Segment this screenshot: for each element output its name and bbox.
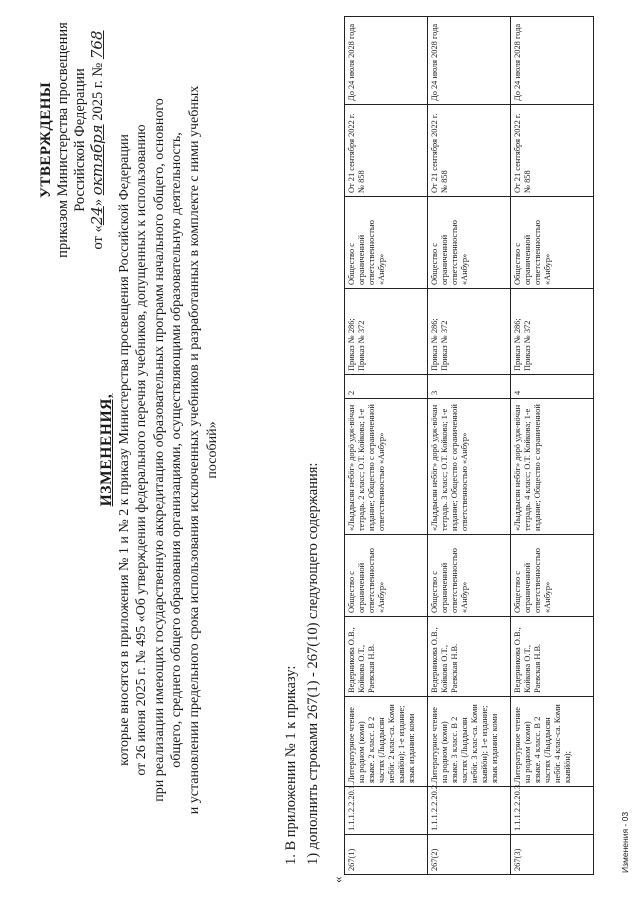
- row-publisher: Общество с ограниченной ответственностью «Анбур»: [428, 535, 511, 617]
- row-supplement: «Лыддысян небöг» дорö удж-вöчан тетрадь. 2 класс; О.Т. Койкова; 1-е издание; Общество с ограниченной ответственностью «Анбур»: [345, 399, 428, 535]
- table-row: [511, 17, 594, 875]
- row-number: 267(3): [511, 835, 594, 875]
- changes-table: [344, 16, 594, 875]
- page-footer: Изменения - 03: [620, 811, 630, 873]
- row-expertise: От 21 сентября 2022 г. № 858: [511, 105, 594, 197]
- document-title: [98, 35, 221, 865]
- row-expertise: От 21 сентября 2022 г. № 858: [428, 105, 511, 197]
- table-row: [428, 17, 511, 875]
- row-publisher: Общество с ограниченной ответственностью «Анбур»: [345, 535, 428, 617]
- approval-heading: УТВЕРЖДЕНЫ: [38, 81, 54, 199]
- row-orders: Приказ № 286; Приказ № 372: [511, 289, 594, 375]
- row-orders: Приказ № 286; Приказ № 372: [345, 289, 428, 375]
- row-owner: Общество с ограниченной ответственностью «Анбур»: [345, 197, 428, 289]
- row-authors: Ведерникова О.В., Койкова О.Т., Раевская Н.В.: [345, 617, 428, 697]
- approval-block: [38, 15, 107, 265]
- row-code: 1.1.1.2.2.20.3.: [511, 787, 594, 835]
- row-authors: Ведерникова О.В., Койкова О.Т., Раевская Н.В.: [428, 617, 511, 697]
- table-row: [345, 17, 428, 875]
- row-code: 1.1.1.2.2.20.1.: [345, 787, 428, 835]
- row-number: 267(2): [428, 835, 511, 875]
- point-1: 1. В приложении № 1 к приказу:: [283, 665, 299, 865]
- point-2: 1) дополнить строками 267(1) - 267(10) следующего содержания:: [305, 462, 321, 865]
- row-publisher: Общество с ограниченной ответственностью «Анбур»: [511, 535, 594, 617]
- title-heading: ИЗМЕНЕНИЯ,: [98, 393, 115, 507]
- row-title: Литературное чтение на родном (коми) языке. 3 класс. В 2 частях (Лыддысян небöг. 3 клас-са. Коми кывйöн); 1-е издание; язык издания: коми: [428, 697, 511, 787]
- row-supplement: «Лыддысян небöг» дорö удж-вöчан тетрадь. 3 класс; О.Т. Койкова; 1-е издание; Общество с ограниченной ответственностью «Анбур»: [428, 399, 511, 535]
- row-orders: Приказ № 286; Приказ № 372: [428, 289, 511, 375]
- row-grade: 4: [511, 375, 594, 399]
- opening-quote: «: [330, 876, 345, 883]
- row-grade: 2: [345, 375, 428, 399]
- handwritten-number: 768: [88, 30, 106, 60]
- title-line-3: при реализации имеющих государственную аккредитацию образовательных программ начального общего, основного: [151, 98, 167, 802]
- row-number: 267(1): [345, 835, 428, 875]
- row-valid-until: До 24 июля 2028 года: [345, 17, 428, 105]
- row-title: Литературное чтение на родном (коми) языке. 4 класс. В 2 частях (Лыддысян небöг. 4 клас-са. Коми кывйöн);: [511, 697, 594, 787]
- row-owner: Общество с ограниченной ответственностью «Анбур»: [511, 197, 594, 289]
- row-title: Литературное чтение на родном (коми) языке. 2 класс. В 2 частях (Лыддысян небöг. 2 клас-са. Коми кывйöн); 1-е издание; язык издания: коми: [345, 697, 428, 787]
- handwritten-month: октября: [88, 124, 106, 196]
- approval-line-2: Российской Федерации: [72, 68, 88, 212]
- title-line-4: общего, среднего общего образования организациями, осуществляющими образовательную деятельность,: [169, 132, 185, 768]
- title-line-6: пособий»: [204, 421, 220, 479]
- approval-line-1: приказом Министерства просвещения: [55, 22, 71, 258]
- row-valid-until: До 24 июля 2028 года: [511, 17, 594, 105]
- title-line-1: которые вносятся в приложения № 1 и № 2 к приказу Министерства просвещения Российской Федерации: [116, 134, 132, 766]
- row-code: 1.1.1.2.2.20.2.: [428, 787, 511, 835]
- handwritten-day: 24: [88, 206, 106, 226]
- row-supplement: «Лыддысян небöг» дорö удж-вöчан тетрадь. 4 класс; О.Т. Койкова; 1-е издание; Общество с ограниченной: [511, 399, 594, 535]
- row-grade: 3: [428, 375, 511, 399]
- row-expertise: От 21 сентября 2022 г. № 858: [345, 105, 428, 197]
- approval-date: от «24» октября 2025 г. № 768: [88, 30, 106, 250]
- row-authors: Ведерникова О.В., Койкова О.Т., Раевская Н.В.: [511, 617, 594, 697]
- row-owner: Общество с ограниченной ответственностью «Анбур»: [428, 197, 511, 289]
- title-line-5: и установлении предельного срока использования исключенных учебников и разработанных в комплекте с ними учебных: [186, 85, 202, 815]
- title-line-2: от 26 июня 2025 г. № 495 «Об утверждении федерального перечня учебников, допущенных к использованию: [134, 124, 150, 776]
- row-valid-until: До 24 июля 2028 года: [428, 17, 511, 105]
